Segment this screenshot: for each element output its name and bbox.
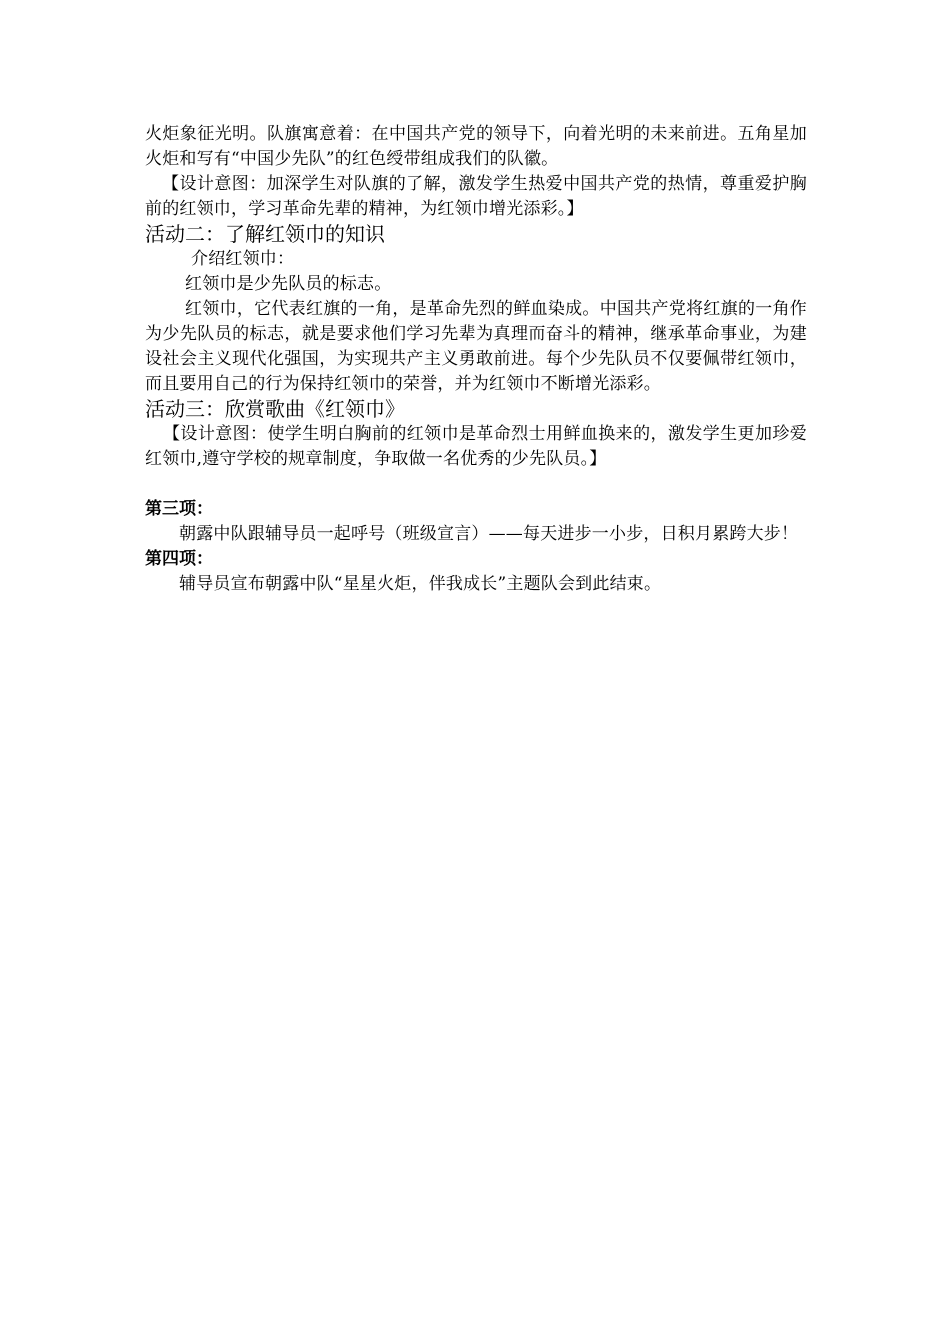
closing-announcement: 辅导员宣布朝露中队“星星火炬，伴我成长”主题队会到此结束。 [179,574,662,594]
class-declaration: 朝露中队跟辅导员一起呼号（班级宣言）——每天进步一小步，日积月累跨大步！ [179,524,799,544]
introduce-red-scarf: 介绍红领巾： [191,249,295,269]
red-scarf-symbol: 红领巾是少先队员的标志。 [185,274,392,294]
activity-three-heading: 活动三：欣赏歌曲《红领巾》 [145,397,405,421]
paragraph-torch-symbolism: 火炬象征光明。队旗寓意着：在中国共产党的领导下，向着光明的未来前进。五角星加火炬和写有“中国少先队”的红色绶带组成我们的队徽。 [145,124,807,169]
red-scarf-meaning: 红领巾，它代表红旗的一角，是革命先烈的鲜血染成。中国共产党将红旗的一角作为少先队员的标志，就是要求他们学习先辈为真理而奋斗的精神，继承革命事业，为建设社会主义现代化强国，为实现共产主义勇敢前进。每个少先队员不仅要佩带红领巾，而且要用自己的行为保持红领巾的荣誉，并为红领巾不断增光添彩。 [145,299,807,394]
design-intent-flag: 【设计意图：加深学生对队旗的了解，激发学生热爱中国共产党的热情，尊重爱护胸前的红领巾，学习革命先辈的精神，为红领巾增光添彩。】 [145,174,807,219]
section-four-heading: 第四项： [145,549,213,569]
blank-line [145,472,807,497]
activity-two-heading: 活动二：了解红领巾的知识 [145,222,385,246]
section-three-heading: 第三项： [145,499,213,519]
design-intent-song: 【设计意图：使学生明白胸前的红领巾是革命烈士用鲜血换来的，激发学生更加珍爱红领巾,遵守学校的规章制度，争取做一名优秀的少先队员。】 [145,424,807,469]
document-page [145,122,807,597]
